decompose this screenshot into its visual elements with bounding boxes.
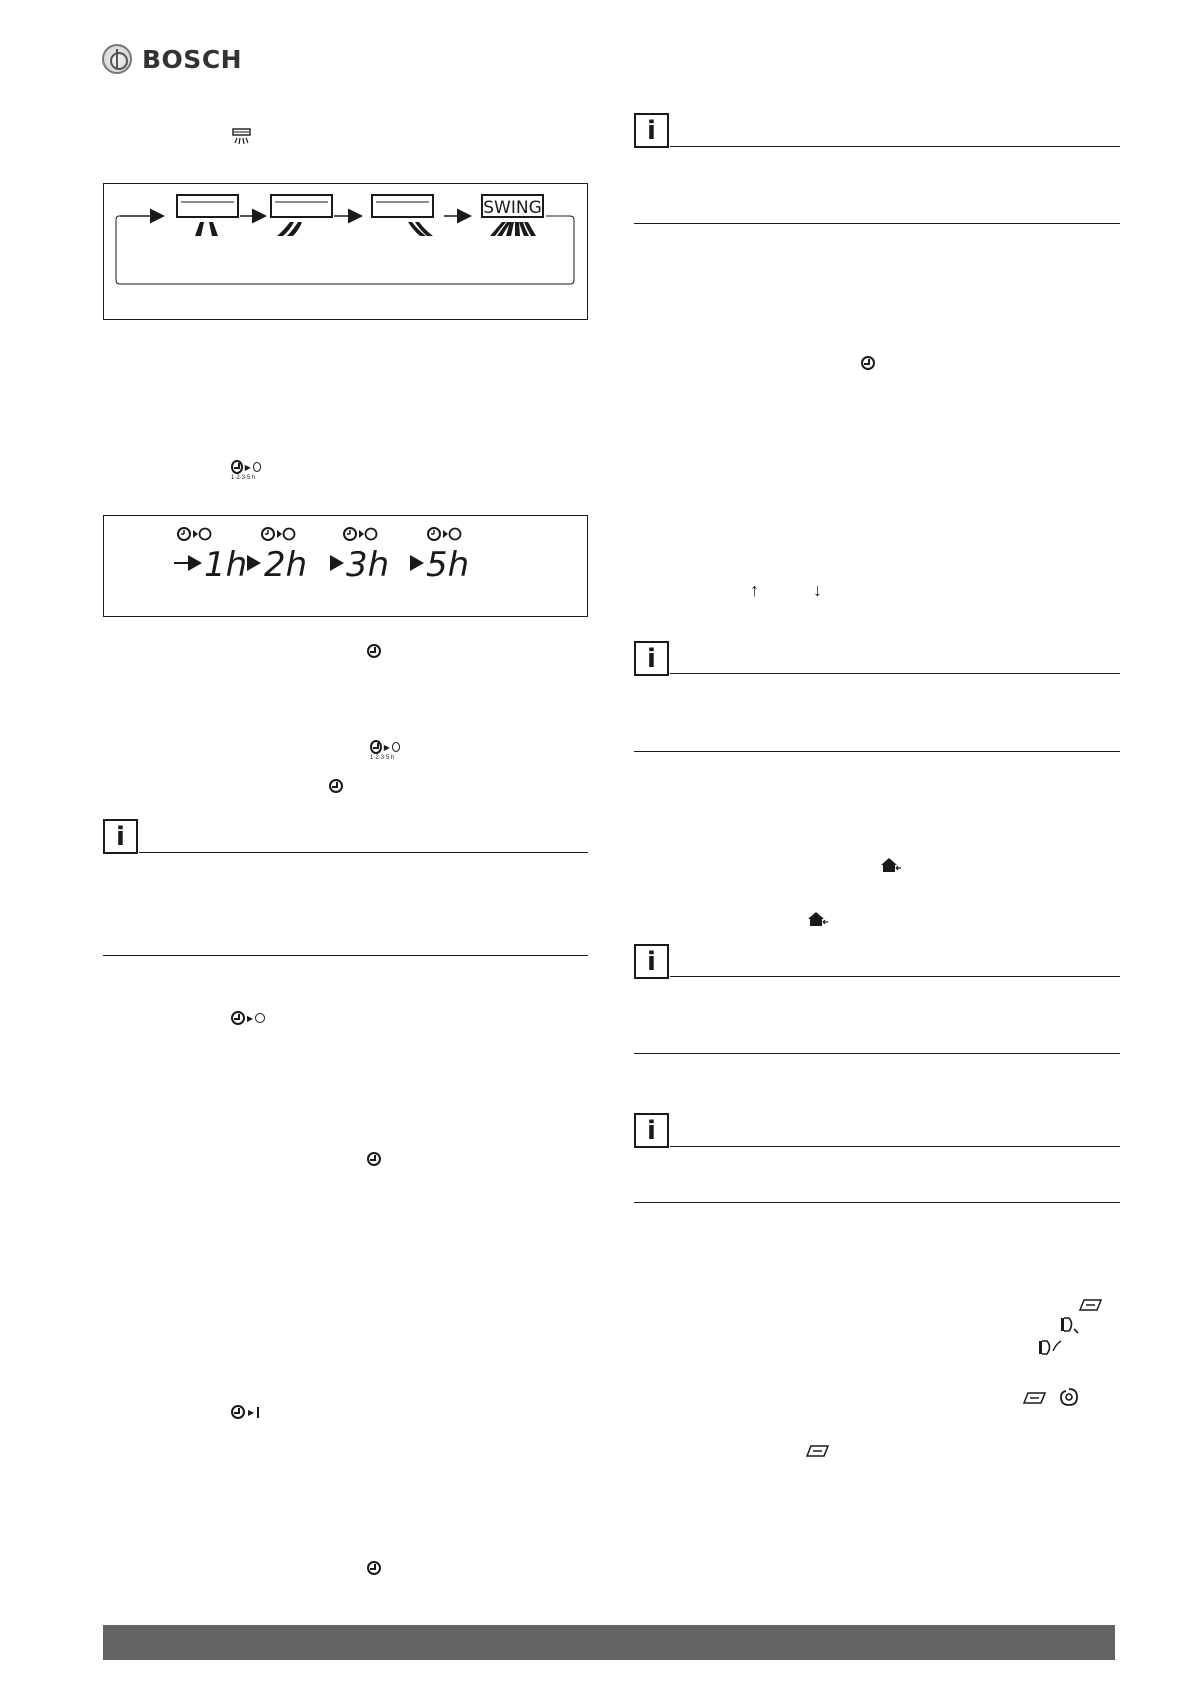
arrow-right-icon [410,555,424,571]
timer-off-scale-icon: ▶ 1·2·3·5 h [370,740,400,762]
arrow-up-icon: ↑ [750,580,759,600]
swing-label: SWING [483,198,542,218]
info-note-icon: i [634,113,669,148]
home-away-icon [807,910,829,928]
info-note-icon: i [634,1113,669,1148]
note-footer-rule [634,223,1120,224]
timer-off-icon [178,528,211,540]
brand-name: BOSCH [142,44,243,74]
timer-step-1h: 1h [204,545,248,585]
timer-off-icon [344,528,377,540]
on-bar-icon [257,1407,259,1418]
clock-icon [367,644,381,658]
louver-position-1 [177,195,238,236]
louver-position-3 [372,195,433,236]
arrow-right-icon [330,555,344,571]
note-header-rule [670,1146,1120,1147]
timer-hours-diagram [103,515,588,617]
note-footer-rule [634,751,1120,752]
note-header-rule [670,673,1120,674]
timer-off-scale-icon: ▶ 1·2·3·5 h [231,460,261,482]
note-footer-rule [634,1053,1120,1054]
swing-mode-diagram [103,183,588,320]
clock-icon [861,356,875,370]
louver-swing [482,195,543,236]
timer-on-icon: ▶ [231,1405,259,1419]
arrow-right-icon [188,555,202,571]
arrow-right-icon [247,555,261,571]
louver-position-2 [271,195,332,236]
filter-icon [806,1444,830,1458]
note-footer-rule [103,955,588,956]
clock-icon [231,460,243,474]
note-header-rule [670,976,1120,977]
clock-icon [329,779,343,793]
clock-icon [231,1011,245,1025]
filter-icon [1023,1391,1047,1405]
home-away-icon [880,856,902,874]
brand-logo [102,44,242,74]
fan-swirl-icon [1058,1386,1080,1408]
filter-clean-icon [1037,1339,1067,1357]
footer-bar [103,1625,1115,1660]
timer-sequence-graphic [104,516,589,618]
note-header-rule [670,146,1120,147]
timer-step-5h: 5h [426,545,470,585]
timer-off-icon [262,528,295,540]
bosch-armature-icon [102,44,132,74]
timer-off-icon: ▶ [231,1011,265,1025]
note-header-rule [139,852,588,853]
clock-icon [367,1561,381,1575]
swing-sequence-graphic [104,184,589,321]
timer-off-icon [428,528,461,540]
info-note-icon: i [634,641,669,676]
timer-scale-caption: 1·2·3·5 h [231,475,256,481]
off-circle-icon [392,742,400,752]
timer-step-2h: 2h [264,545,308,585]
filter-icon [1079,1298,1103,1312]
airflow-icon [231,128,253,146]
arrow-down-icon: ↓ [813,580,822,600]
clock-icon [367,1152,381,1166]
info-note-icon: i [103,819,138,854]
filter-check-icon [1059,1316,1083,1334]
note-footer-rule [634,1202,1120,1203]
clock-icon [370,740,382,754]
off-circle-icon [253,462,261,472]
timer-scale-caption: 1·2·3·5 h [370,755,395,761]
timer-step-3h: 3h [346,545,390,585]
off-circle-icon [255,1013,265,1023]
clock-icon [231,1405,245,1419]
info-note-icon: i [634,944,669,979]
